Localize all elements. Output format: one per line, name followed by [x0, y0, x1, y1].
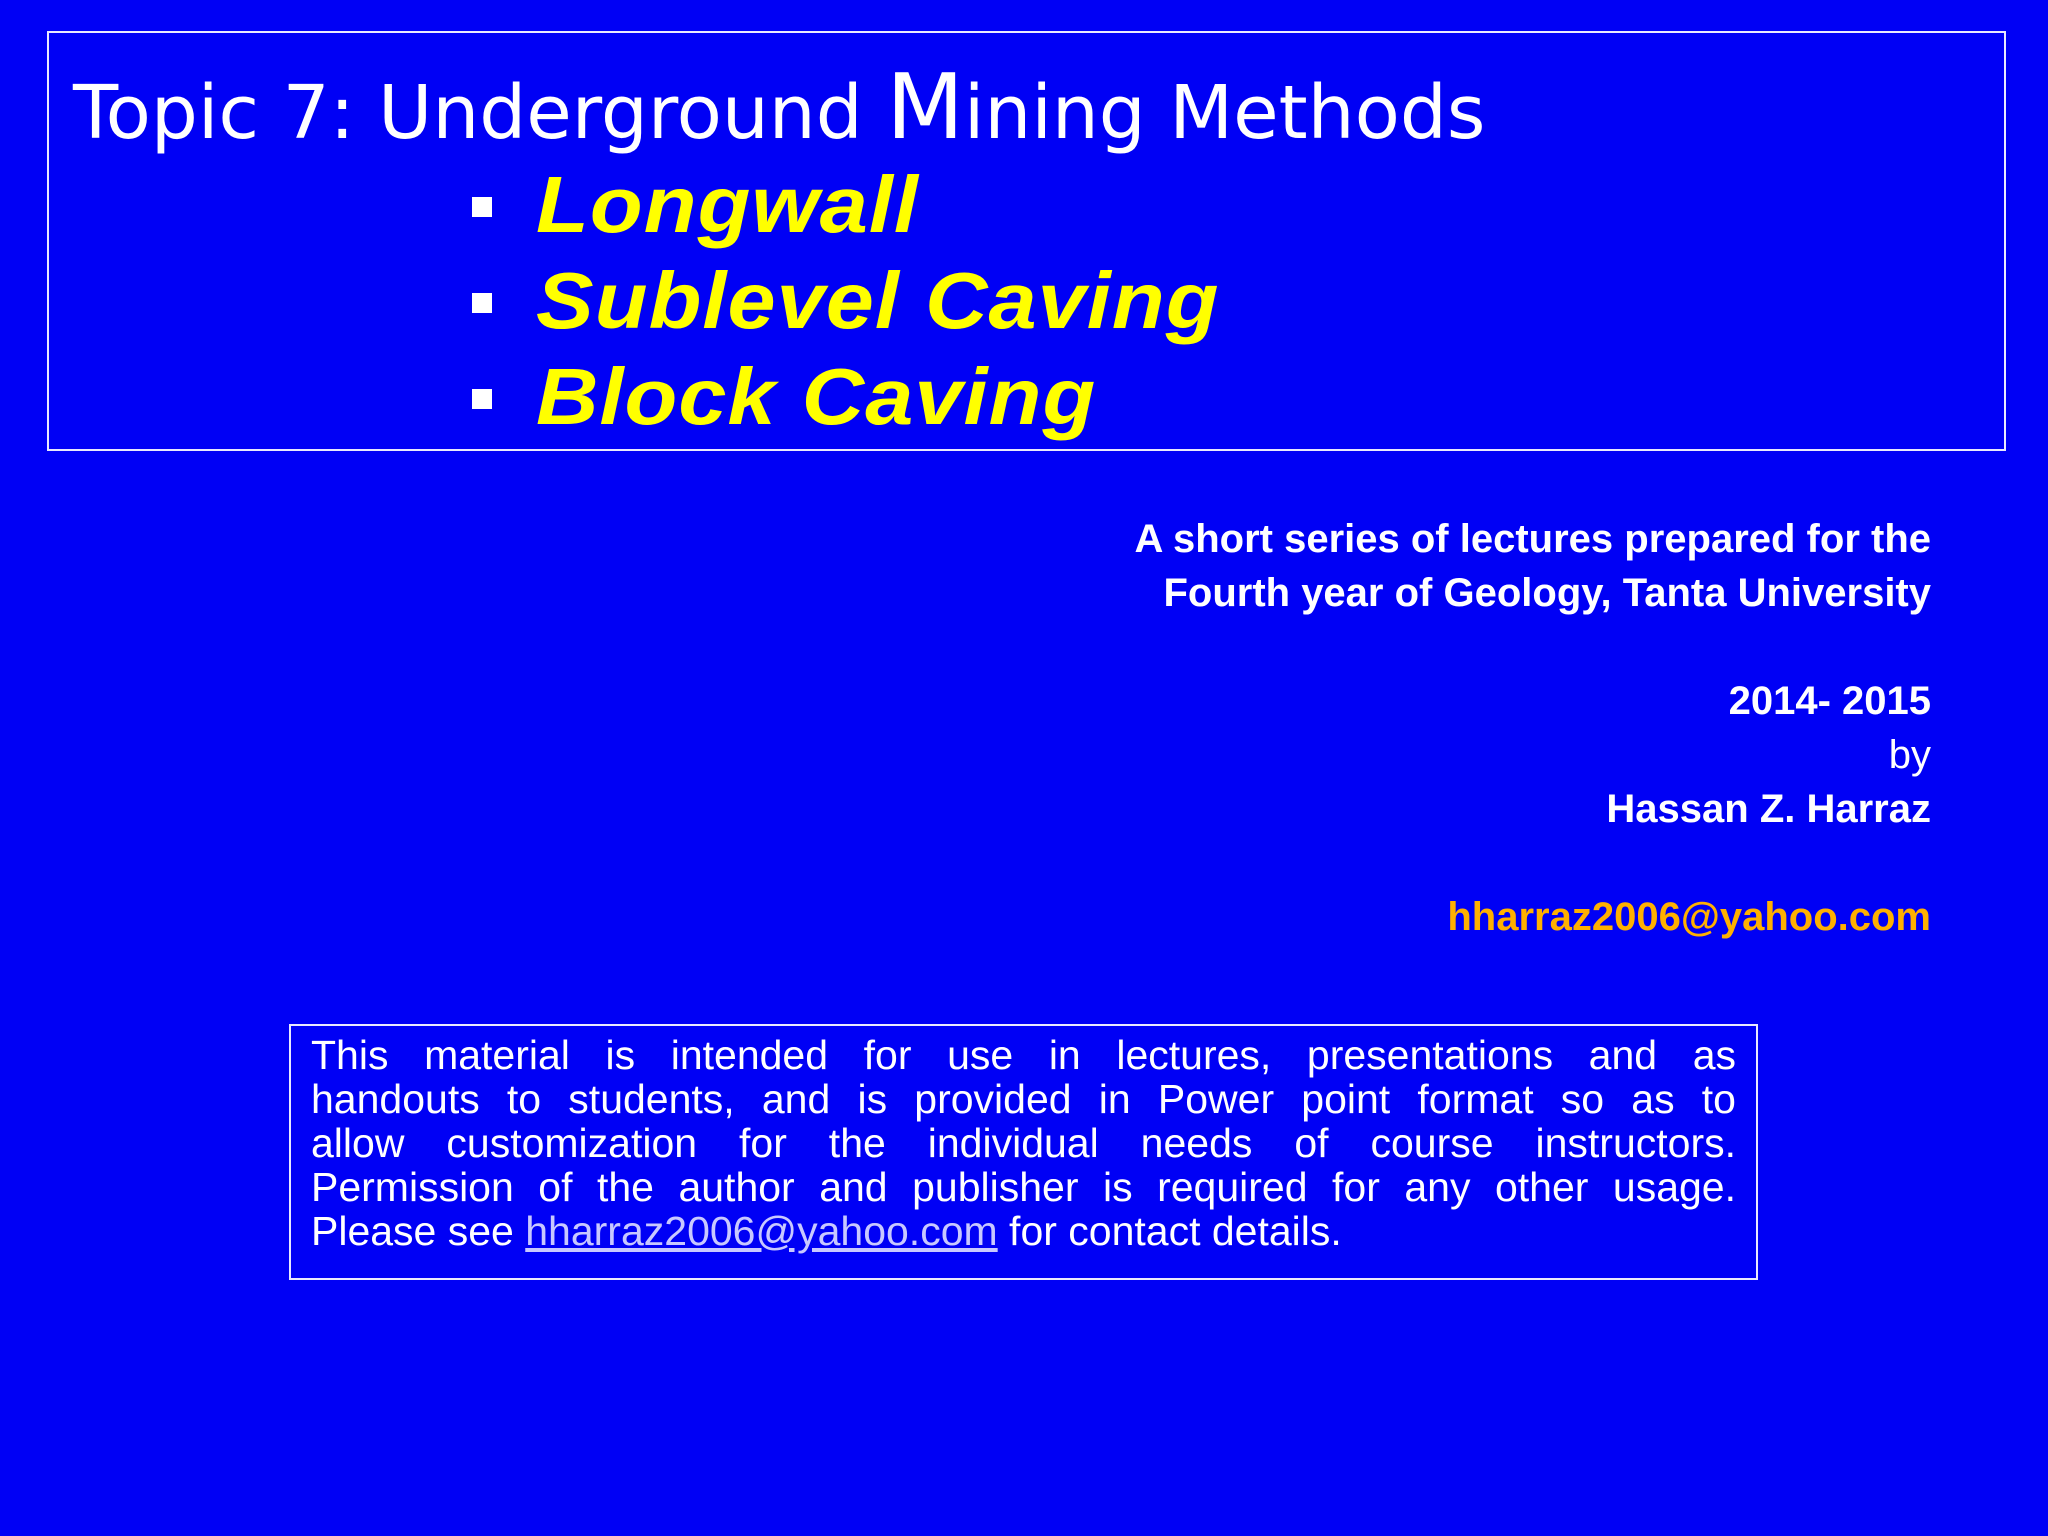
by-label: by [1888, 733, 1931, 777]
topic-item [472, 349, 1169, 445]
topic-label: Longwall [536, 160, 920, 249]
contact-email-link[interactable]: hharraz2006@yahoo.com [525, 1208, 998, 1254]
copyright-notice [289, 1024, 1758, 1280]
topic-label: Sublevel Caving [536, 256, 1220, 345]
square-bullet-icon [472, 197, 492, 217]
notice-contact-prefix: Please see [311, 1208, 526, 1254]
notice-line: This material is intended for use in lectures, presentations and as [311, 1032, 1736, 1078]
notice-line: handouts to students, and is provided in Power point format so as to [311, 1076, 1736, 1122]
topic-item [472, 157, 1169, 253]
audience-description: Fourth year of Geology, Tanta University [1163, 571, 1931, 615]
title-big-letter: M [886, 55, 964, 160]
topic-label: Block Caving [536, 352, 1097, 441]
lecture-info [1134, 512, 1931, 944]
square-bullet-icon [472, 389, 492, 409]
square-bullet-icon [472, 293, 492, 313]
title-box [47, 31, 2006, 451]
notice-line: allow customization for the individual needs of course instructors. [311, 1120, 1736, 1166]
notice-line: Permission of the author and publisher is required for any other usage. [311, 1164, 1736, 1210]
topic-item [472, 253, 1220, 349]
topic-list [472, 157, 1220, 445]
notice-line [311, 1209, 1736, 1253]
author-name: Hassan Z. Harraz [1606, 787, 1931, 831]
notice-contact-suffix: for contact details. [997, 1208, 1342, 1254]
title-prefix: Topic 7: Underground [73, 70, 887, 156]
title-suffix: ining Methods [963, 70, 1486, 156]
author-email[interactable]: hharraz2006@yahoo.com [1447, 895, 1931, 939]
series-description: A short series of lectures prepared for the [1134, 517, 1931, 561]
academic-years: 2014- 2015 [1728, 679, 1931, 723]
slide-title [73, 55, 1486, 160]
